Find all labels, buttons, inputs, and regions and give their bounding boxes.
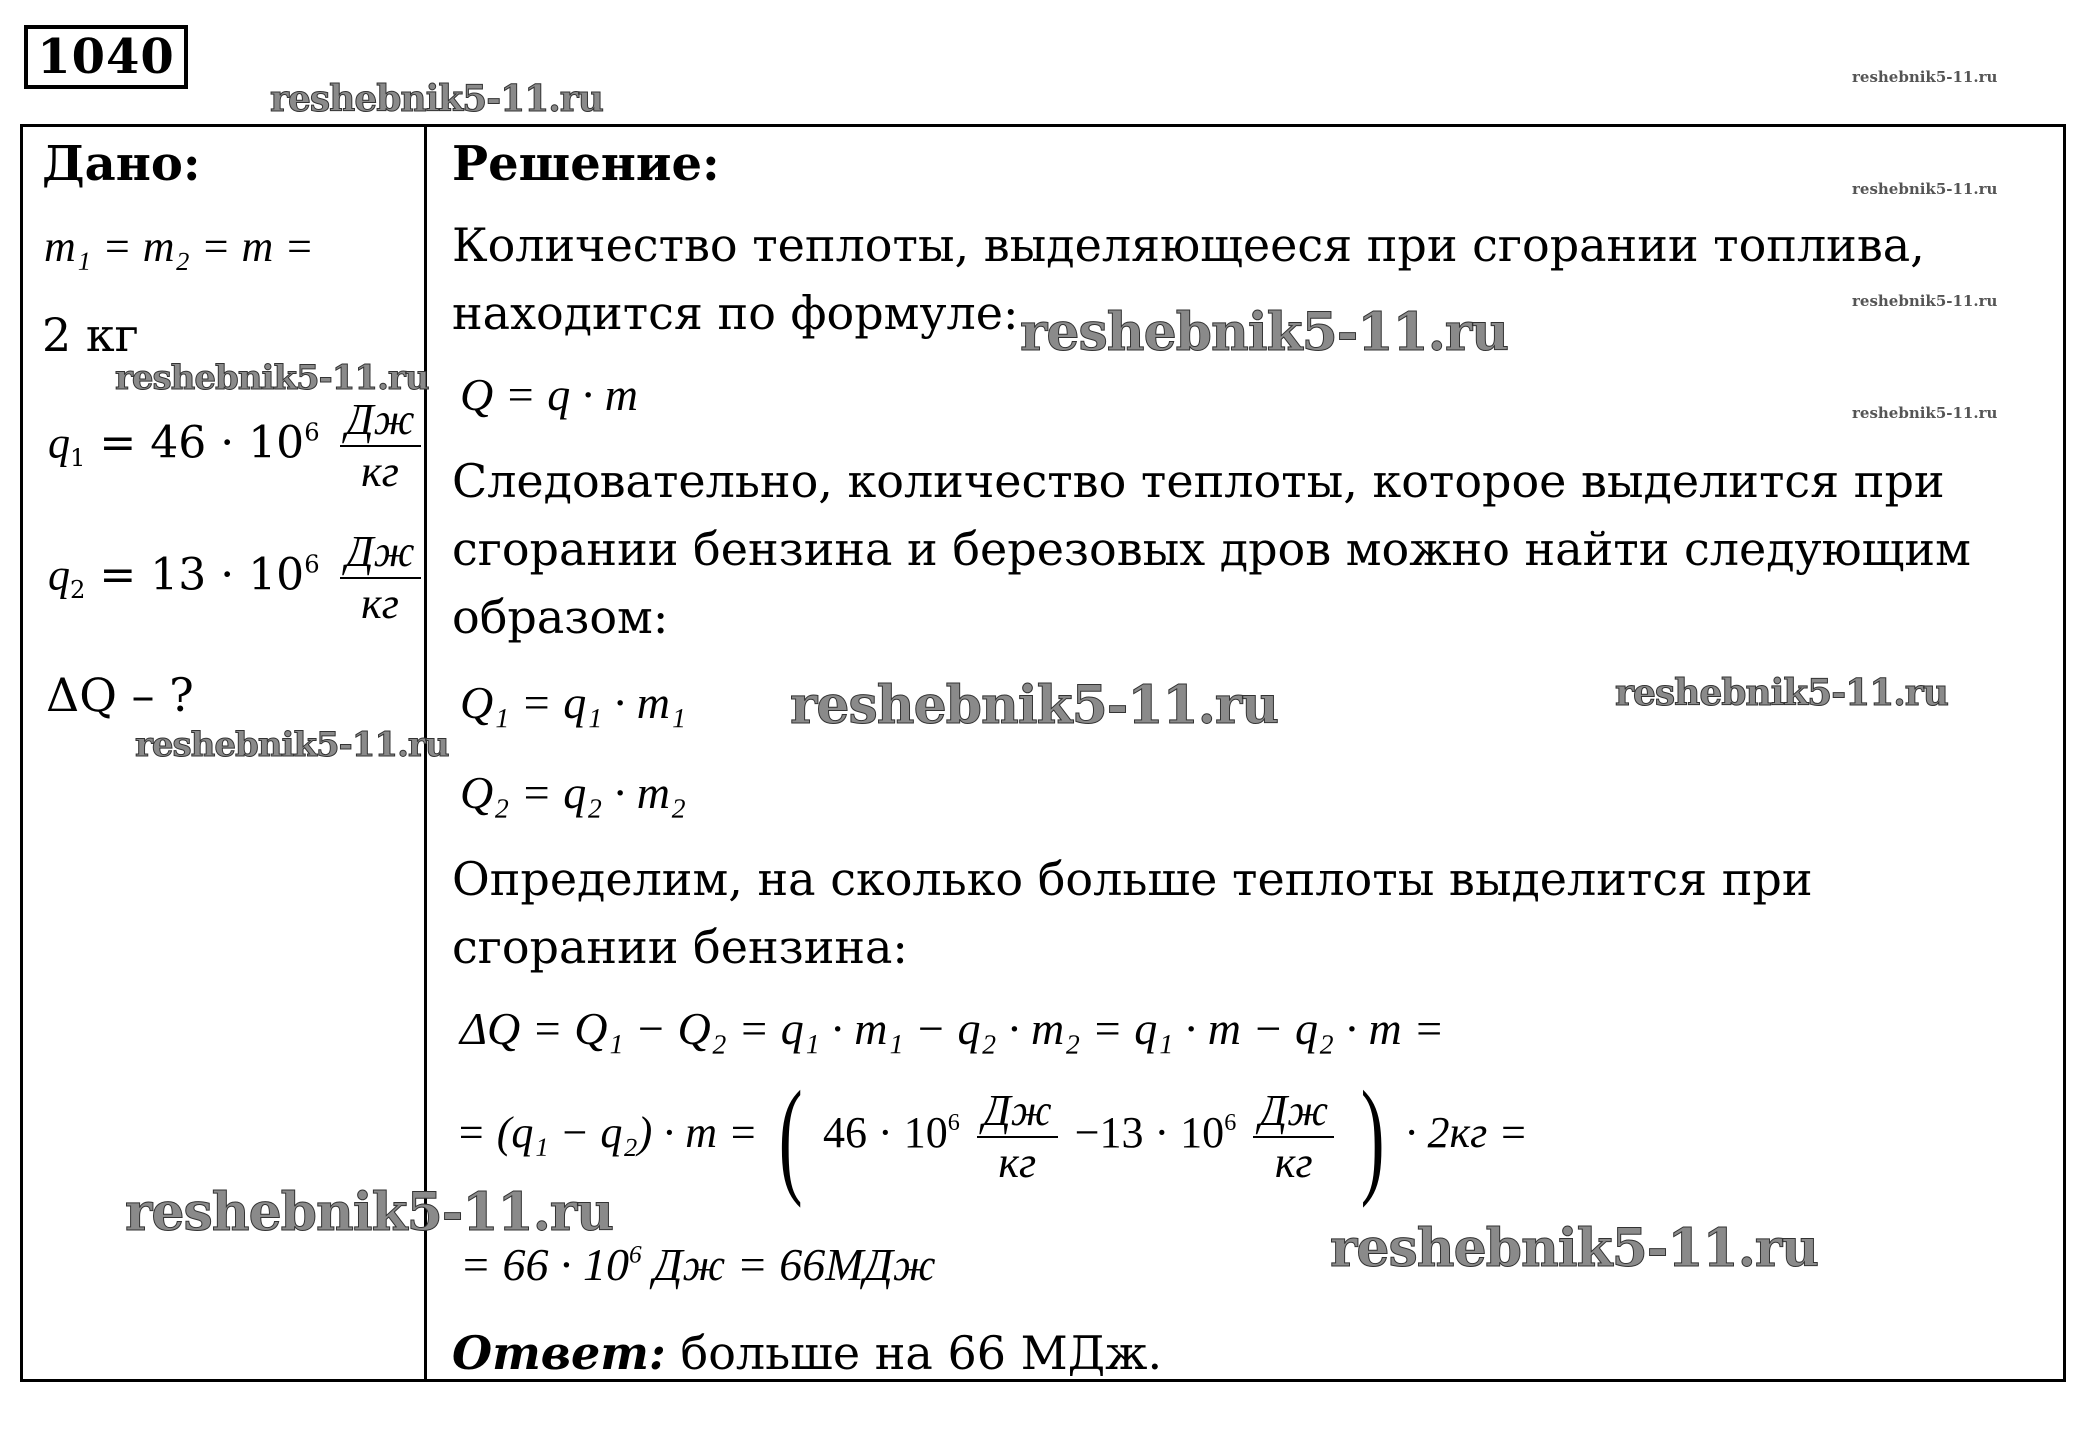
- q1-subscript: 1: [70, 443, 86, 472]
- solution-paragraph-1-line-1: Количество теплоты, выделяющееся при сгорании топлива,: [452, 218, 1925, 272]
- q2-symbol: q: [48, 550, 70, 600]
- watermark: reshebnik5-11.ru: [270, 78, 603, 120]
- answer-text: больше на 66 МДж.: [665, 1326, 1163, 1380]
- calc2-unit-2: $\frac{Дж}{кг}$: [1253, 1089, 1334, 1185]
- q2-unit: $\frac{Дж}{кг}$: [340, 530, 421, 626]
- watermark: reshebnik5-11.ru: [1020, 302, 1509, 363]
- calc2-value-1: 46 · 10: [823, 1108, 948, 1158]
- calc2-start: = (q₁ − q₂) · m =: [456, 1108, 758, 1158]
- given-q2: [48, 527, 427, 628]
- q1-value: = 46 · 10: [99, 417, 305, 469]
- solution-paragraph-2-line-1: Следовательно, количество теплоты, которое выделится при: [452, 454, 1945, 508]
- formula-q1: Q₁ = q₁ · m₁: [460, 677, 686, 728]
- watermark: reshebnik5-11.ru: [135, 725, 449, 765]
- q2-subscript: 2: [70, 575, 86, 604]
- problem-number: 1040: [24, 25, 188, 89]
- calc-line-3: [460, 1239, 936, 1290]
- solution-paragraph-1-line-2: находится по формуле:: [452, 286, 1019, 340]
- calc3-result: Дж = 66МДж: [641, 1239, 936, 1290]
- calc-line-1: ΔQ = Q₁ − Q₂ = q₁ · m₁ − q₂ · m₂ = q₁ · m − q₂ · m =: [460, 1003, 1445, 1054]
- given-q1: [48, 395, 427, 496]
- solution-heading: Решение:: [452, 136, 720, 192]
- calc-line-2: [456, 1065, 1528, 1209]
- calc2-value-2: −13 · 10: [1074, 1108, 1225, 1158]
- watermark: reshebnik5-11.ru: [115, 358, 429, 398]
- watermark: reshebnik5-11.ru: [1615, 672, 1948, 714]
- right-paren: ): [1360, 1065, 1385, 1209]
- formula-heat: Q = q · m: [460, 369, 638, 420]
- answer-line: [452, 1326, 1163, 1380]
- watermark: reshebnik5-11.ru: [1852, 292, 1998, 310]
- calc2-unit-1: $\frac{Дж}{кг}$: [977, 1089, 1058, 1185]
- watermark: reshebnik5-11.ru: [125, 1182, 614, 1243]
- calc3-exp: 6: [629, 1240, 642, 1269]
- q1-symbol: q: [48, 418, 70, 468]
- calc3-value: = 66 · 10: [460, 1239, 630, 1290]
- q1-unit: $\frac{Дж}{кг}$: [340, 398, 421, 494]
- solution-paragraph-2-line-2: сгорании бензина и березовых дров можно найти следующим: [452, 522, 1971, 576]
- watermark: reshebnik5-11.ru: [790, 675, 1279, 736]
- solution-paragraph-2-line-3: образом:: [452, 590, 669, 644]
- watermark: reshebnik5-11.ru: [1852, 404, 1998, 422]
- q2-value: = 13 · 10: [99, 549, 305, 601]
- answer-label: Ответ:: [452, 1326, 666, 1380]
- solution-paragraph-3-line-2: сгорании бензина:: [452, 920, 908, 974]
- watermark: reshebnik5-11.ru: [1852, 180, 1998, 198]
- given-mass-equation: m₁ = m₂ = m =: [44, 222, 314, 271]
- calc2-exp-2: 6: [1224, 1109, 1237, 1137]
- solution-paragraph-3-line-1: Определим, на сколько больше теплоты выделится при: [452, 852, 1813, 906]
- watermark: reshebnik5-11.ru: [1330, 1218, 1819, 1279]
- calc2-exp-1: 6: [947, 1109, 960, 1137]
- given-find: ΔQ – ?: [46, 668, 194, 722]
- q2-exponent: 6: [304, 550, 320, 579]
- watermark: reshebnik5-11.ru: [1852, 68, 1998, 86]
- left-paren: (: [778, 1065, 803, 1209]
- formula-q2: Q₂ = q₂ · m₂: [460, 767, 686, 818]
- given-heading: Дано:: [42, 136, 201, 192]
- calc2-end: · 2кг =: [1405, 1108, 1528, 1158]
- q1-exponent: 6: [304, 418, 320, 447]
- given-mass-value: 2 кг: [42, 308, 139, 362]
